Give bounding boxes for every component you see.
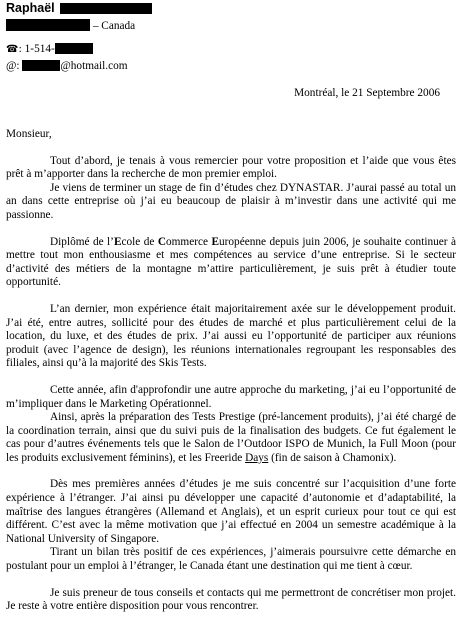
paragraph-thanks: Tout d’abord, je tenais à vous remercier pour votre proposition et l’aide que vous êtes prêt à m’apporter dans la recherche de mon premier emploi.: [6, 154, 456, 181]
diploma-initial-e2: E: [211, 235, 219, 248]
paragraph-diploma: [6, 236, 456, 290]
paragraph-marketing: Cette année, afin d'approfondir une autre approche du marketing, j’ai eu l’opportunité de m’impliquer dans le Marketing Opérationnel.: [6, 383, 456, 410]
letter-date: Montréal, le 21 Septembre 2006: [294, 87, 440, 99]
sender-address-line: [6, 19, 135, 34]
sender-first-name: Raphaël: [6, 1, 55, 15]
diploma-text-b: cole de: [121, 235, 158, 248]
salutation: Monsieur,: [6, 128, 52, 140]
diploma-text-a: Diplômé de l’: [50, 235, 114, 248]
paragraph-internship: Je viens de terminer un stage de fin d’études chez DYNASTAR. J’aurai passé au total un an dans cette entreprise où j’ai eu beaucoup de plaisir à m’investir dans une activité qui me passionne.: [6, 181, 456, 221]
paragraph-product-experience: L’an dernier, mon expérience était majoritairement axée sur le développement produit. J’ai été, entre autres, sollicité pour des études de marché et plus particulièrement celui de la location, du luxe, et des études de prix. J’ai aussi eu l’opportunité de participer aux réunions produit (avec l’agence de design), les réunions internationales regroupant les responsables des filiales, ainsi qu’à la majorité des Skis Tests.: [6, 302, 456, 370]
email-label: @:: [6, 60, 20, 72]
diploma-initial-e1: E: [113, 235, 122, 248]
diploma-text-c: ommerce: [166, 235, 212, 248]
sender-email-line: [6, 60, 128, 74]
paragraph-international: Dès mes premières années d’études je me suis concentré sur l’acquisition d’une forte expérience à l’étranger. J’ai ainsi pu développer une capacité d’autonomie et d’adaptabilité, la maîtrise des langues étrangères (Allemand et Anglais), et un esprit curieux pour tout ce qui est différent. C’est avec la même motivation que j’ai effectué en 2004 un semestre académique à la National University of Singapore.: [6, 478, 456, 545]
sender-phone-prefix: 1-514-: [24, 43, 55, 55]
paragraph-events: [6, 411, 456, 465]
events-text-b: (fin de saison à Chamonix).: [268, 451, 397, 464]
diploma-initial-c: C: [157, 235, 166, 248]
redacted-phone: [55, 43, 93, 54]
redacted-address: [6, 19, 90, 31]
paragraph-closing: Je suis preneur de tous conseils et contacts qui me permettront de concrétiser mon projet. Je reste à votre entière disposition pour vous rencontrer.: [6, 586, 456, 613]
redacted-last-name: [60, 3, 152, 14]
paragraph-canada: Tirant un bilan très positif de ces expériences, j’aimerais poursuivre cette démarche en postulant pour un emploi à l’étranger, le Canada étant une destination qui me tient à cœur.: [6, 546, 456, 573]
sender-email-domain: @hotmail.com: [60, 60, 128, 72]
sender-name-line: [6, 2, 152, 16]
redacted-email-user: [22, 60, 60, 71]
diploma-text-d: uropéenne depuis juin 2006, je souhaite continuer à mettre tout mon enthousiasme et mes compétences au service d’une entreprise. Si le secteur d’activité des métiers de la montagne m’attire particulièrement, je suis prêt à étudier toute opportunité.: [6, 235, 456, 289]
events-text-a: Ainsi, après la préparation des Tests Prestige (pré-lancement produits), j’ai été chargé de la coordination terrain, ainsi que du suivi puis de la finalisation des budgets. Ce fut également le cas pour d’autres événements tels que le Salon de l’Outdoor ISPO de Munich, la Full Moon (pour les produits exclusivement féminins), et les Freeride: [6, 411, 456, 464]
sender-phone-line: [6, 43, 93, 57]
letter-body: [6, 128, 456, 614]
telephone-icon: ☎:: [6, 44, 22, 55]
events-underlined-word: Days: [245, 451, 269, 464]
sender-country: – Canada: [92, 20, 136, 32]
